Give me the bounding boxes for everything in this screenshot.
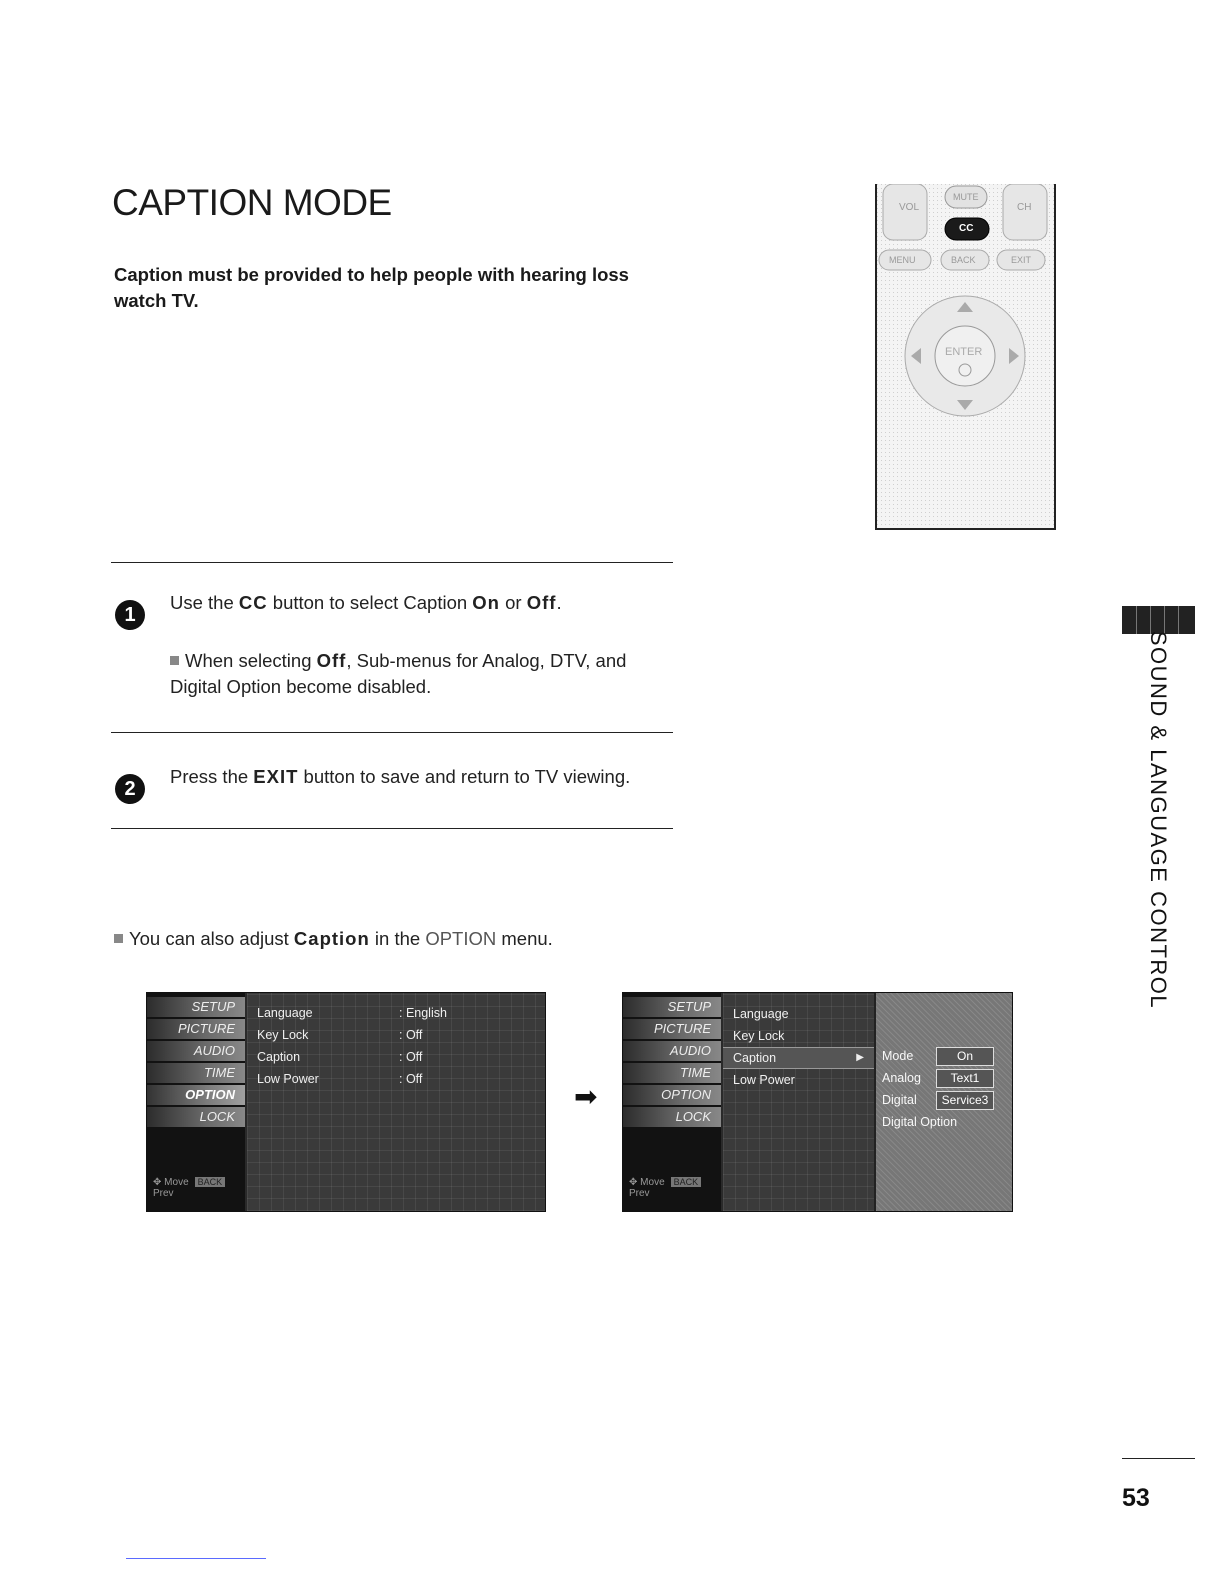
section-side-label: SOUND & LANGUAGE CONTROL xyxy=(1146,630,1171,1010)
remote-vol-label: VOL xyxy=(899,202,920,213)
tab-setup[interactable]: SETUP xyxy=(623,997,721,1017)
remote-back-label: BACK xyxy=(951,255,976,265)
move-icon: ✥ xyxy=(629,1177,641,1188)
menu-item-caption[interactable]: Caption xyxy=(257,1050,301,1064)
nav-hint: ✥ Move BACK Prev xyxy=(629,1177,721,1199)
menu-value-low-power: : Off xyxy=(399,1072,423,1086)
page-number: 53 xyxy=(1122,1484,1150,1512)
remote-enter-label: ENTER xyxy=(945,346,983,358)
submenu-item-mode[interactable]: Mode xyxy=(882,1049,914,1063)
menu-value-caption: : Off xyxy=(399,1050,423,1064)
menu-tabs xyxy=(623,993,721,1211)
tab-lock[interactable]: LOCK xyxy=(623,1107,721,1127)
menu-item-language[interactable]: Language xyxy=(257,1006,313,1020)
menu-tabs xyxy=(147,993,245,1211)
analog-value[interactable]: Text1 xyxy=(936,1069,994,1088)
menu-item-key-lock[interactable]: Key Lock xyxy=(257,1028,309,1042)
step-1-subnote: When selecting Off, Sub-menus for Analog, DTV, and Digital Option become disabled. xyxy=(170,650,627,697)
digital-value[interactable]: Service3 xyxy=(936,1091,994,1110)
menu-item-language[interactable]: Language xyxy=(733,1007,789,1021)
option-menu-note: You can also adjust Caption in the OPTION menu. xyxy=(114,928,553,950)
option-menu-screen xyxy=(146,992,546,1212)
divider xyxy=(111,828,673,829)
menu-value-key-lock: : Off xyxy=(399,1028,423,1042)
submenu-arrow-icon: ▶ xyxy=(856,1052,864,1063)
menu-value-language: : English xyxy=(399,1006,447,1020)
nav-hint: ✥ Move BACK Prev xyxy=(153,1177,245,1199)
tab-time[interactable]: TIME xyxy=(623,1063,721,1083)
bullet-icon xyxy=(114,934,123,943)
menu-item-caption[interactable]: Caption xyxy=(733,1051,777,1065)
mode-value[interactable]: On xyxy=(936,1047,994,1066)
tab-option[interactable]: OPTION xyxy=(147,1085,245,1105)
tab-setup[interactable]: SETUP xyxy=(147,997,245,1017)
submenu-item-analog[interactable]: Analog xyxy=(882,1071,921,1085)
menu-item-key-lock[interactable]: Key Lock xyxy=(733,1029,785,1043)
menu-item-low-power[interactable]: Low Power xyxy=(733,1073,795,1087)
tab-time[interactable]: TIME xyxy=(147,1063,245,1083)
caption-submenu-screen xyxy=(622,992,1013,1212)
remote-exit-label: EXIT xyxy=(1011,255,1032,265)
tab-picture[interactable]: PICTURE xyxy=(147,1019,245,1039)
cc-button[interactable]: CC xyxy=(959,223,974,234)
remote-menu-label: MENU xyxy=(889,255,916,265)
tab-audio[interactable]: AUDIO xyxy=(147,1041,245,1061)
option-list xyxy=(247,993,545,1211)
remote-mute-label: MUTE xyxy=(953,192,979,202)
page-title: CAPTION MODE xyxy=(112,182,392,223)
tab-option[interactable]: OPTION xyxy=(623,1085,721,1105)
remote-control-illustration xyxy=(875,184,1056,530)
option-list xyxy=(723,993,1012,1211)
divider xyxy=(111,562,673,563)
menu-item-low-power[interactable]: Low Power xyxy=(257,1072,319,1086)
submenu-item-digital[interactable]: Digital xyxy=(882,1093,917,1107)
submenu-item-digital-option[interactable]: Digital Option xyxy=(882,1115,958,1129)
step-1-text: Use the CC button to select Caption On or Off. xyxy=(170,592,562,613)
step-2-text: Press the EXIT button to save and return to TV viewing. xyxy=(170,766,631,787)
bullet-icon xyxy=(170,656,179,665)
tab-picture[interactable]: PICTURE xyxy=(623,1019,721,1039)
step-1-badge: 1 xyxy=(115,600,145,630)
divider xyxy=(111,732,673,733)
step-2-badge: 2 xyxy=(115,774,145,804)
move-icon: ✥ xyxy=(153,1177,165,1188)
section-tab-marker xyxy=(1122,606,1195,634)
arrow-right-icon: ➡ xyxy=(574,1081,598,1112)
page-number-rule xyxy=(1122,1458,1195,1459)
remote-ch-label: CH xyxy=(1017,202,1032,213)
tab-audio[interactable]: AUDIO xyxy=(623,1041,721,1061)
intro-text: Caption must be provided to help people with hearing loss watch TV. xyxy=(114,264,629,311)
tab-lock[interactable]: LOCK xyxy=(147,1107,245,1127)
footer-rule xyxy=(126,1558,266,1559)
caption-submenu xyxy=(874,993,1012,1211)
